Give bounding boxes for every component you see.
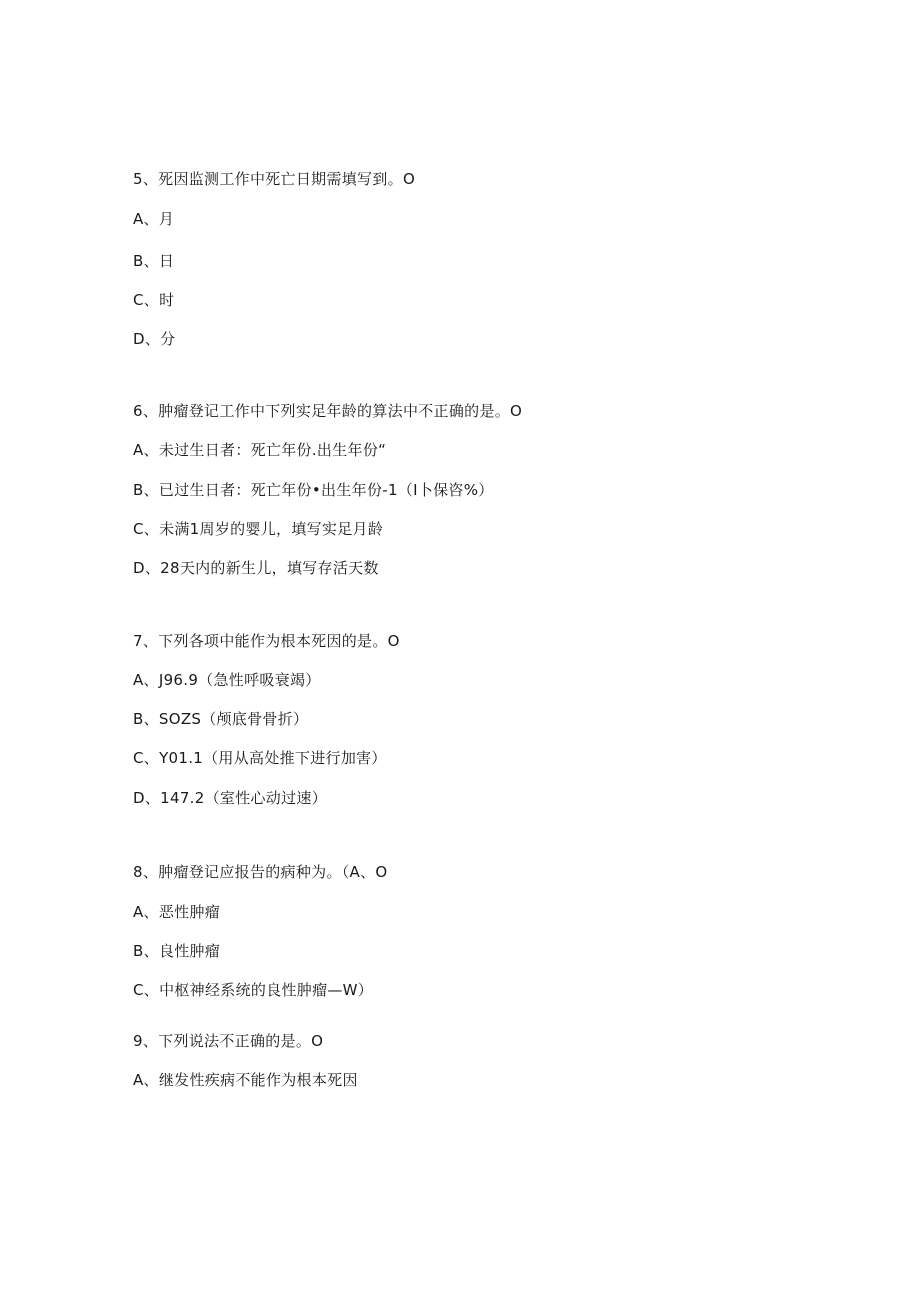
question-5-stem: 5、死因监测工作中死亡日期需填写到。O [133,170,416,188]
question-5-option-b: B、日 [133,252,175,270]
question-8-option-a: A、恶性肿瘤 [133,903,221,921]
question-8-option-b: B、良性肿瘤 [133,942,221,960]
question-9-stem: 9、下列说法不正确的是。O [133,1032,324,1050]
question-5-option-c: C、时 [133,291,175,309]
question-5-option-d: D、分 [133,330,176,348]
question-7-option-d: D、147.2（室性心动过速） [133,789,327,807]
question-7-option-c: C、Y01.1（用从高处推下进行加害） [133,749,387,767]
question-7-option-b: B、SOZS（颅底骨骨折） [133,710,309,728]
question-7-option-a: A、J96.9（急性呼吸衰竭） [133,671,321,689]
question-9-option-a: A、继发性疾病不能作为根本死因 [133,1071,358,1089]
question-6-option-c: C、未满1周岁的婴儿，填写实足月龄 [133,520,384,538]
question-6-stem: 6、肿瘤登记工作中下列实足年龄的算法中不正确的是。O [133,402,523,420]
question-6-option-d: D、28天内的新生儿，填写存活天数 [133,559,379,577]
question-7-stem: 7、下列各项中能作为根本死因的是。O [133,632,400,650]
question-8-option-c: C、中枢神经系统的良性肿瘤—W） [133,981,374,999]
question-6-option-a: A、未过生日者：死亡年份.出生年份“ [133,441,387,459]
question-5-option-a: A、月 [133,210,175,228]
question-8-stem: 8、肿瘤登记应报告的病种为。（A、O [133,863,388,881]
question-6-option-b: B、已过生日者：死亡年份•出生年份-1（I卜保咨%） [133,481,494,499]
